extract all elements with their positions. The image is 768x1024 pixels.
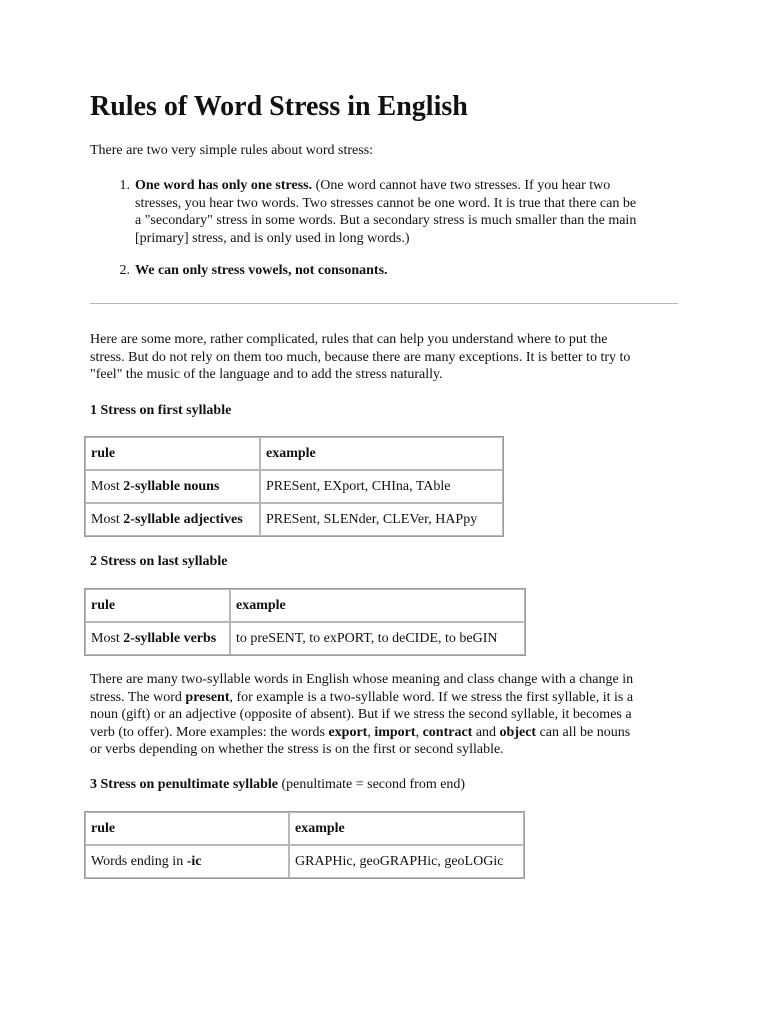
rule-explanation-line: stresses, you hear two words. Two stresses cannot be one word. It is true that there can be [135, 195, 637, 211]
paragraph-text: , [415, 724, 423, 740]
table-row [85, 845, 524, 878]
example-cell: PRESent, EXport, CHIna, TAble [260, 470, 503, 503]
paragraph-line: or verbs depending on whether the stress is on the first or second syllable. [90, 742, 504, 757]
paragraph-text: verb (to offer). More examples: the words [90, 724, 329, 740]
rule-cell-bold: 2-syllable adjectives [123, 511, 243, 527]
stress-last-syllable-table [84, 588, 526, 656]
intro-paragraph: There are two very simple rules about word stress: [90, 143, 374, 158]
column-header-rule: rule [85, 589, 230, 622]
rule-cell [85, 622, 230, 655]
paragraph-line: Here are some more, rather complicated, rules that can help you understand where to put the [90, 332, 608, 347]
two-syllable-paragraph [90, 671, 633, 759]
rule-cell [85, 470, 260, 503]
paragraph-text: and [472, 724, 500, 740]
paragraph-text: , for example is a two-syllable word. If we stress the first syllable, it is a [229, 689, 634, 705]
list-number: 2. [119, 263, 130, 278]
stress-penultimate-syllable-table [84, 811, 525, 879]
page-title: Rules of Word Stress in English [90, 91, 468, 122]
list-number: 1. [119, 178, 130, 193]
column-header-example: example [260, 437, 503, 470]
horizontal-divider [90, 303, 678, 304]
paragraph-text: , [367, 724, 375, 740]
section-heading-text: 3 Stress on penultimate syllable [90, 777, 278, 792]
paragraph-line: stress. But do not rely on them too much, because there are many exceptions. It is better to try to [90, 349, 631, 365]
rule-statement: One word has only one stress. [135, 178, 313, 193]
rule-cell-text: Words ending in [91, 853, 187, 869]
rule-statement: We can only stress vowels, not consonants. [135, 263, 388, 278]
section-heading-text: 2 Stress on last syllable [90, 554, 228, 569]
column-header-example: example [289, 812, 524, 845]
paragraph-line: noun (gift) or an adjective (opposite of absent). But if we stress the second syllable, it becomes a [90, 707, 632, 722]
rule-cell-bold: 2-syllable verbs [123, 630, 217, 646]
list-item-text [135, 177, 680, 247]
table-header-row [85, 589, 525, 622]
rule-cell-text: Most [91, 511, 124, 527]
paragraph-text: can all be nouns [536, 724, 631, 740]
rule-cell [85, 845, 289, 878]
list-item-text [135, 262, 680, 280]
emphasized-word: import [374, 724, 416, 740]
rule-explanation-line: a "secondary" stress in some words. But a secondary stress is much smaller than the main [135, 213, 637, 228]
table-row [85, 470, 503, 503]
paragraph-text: stress. The word [90, 689, 186, 705]
paragraph-line: "feel" the music of the language and to add the stress naturally. [90, 367, 443, 382]
emphasized-word: contract [422, 724, 473, 740]
column-header-example: example [230, 589, 525, 622]
example-cell: to preSENT, to exPORT, to deCIDE, to beGIN [230, 622, 525, 655]
rule-cell [85, 503, 260, 536]
section-heading-3 [90, 776, 465, 794]
emphasized-word: object [499, 724, 537, 740]
section-heading-2 [90, 553, 227, 571]
example-cell: PRESent, SLENder, CLEVer, HAPpy [260, 503, 503, 536]
rule-cell-text: Most [91, 478, 124, 494]
table-header-row [85, 437, 503, 470]
rule-cell-bold: -ic [186, 853, 202, 869]
stress-first-syllable-table [84, 436, 504, 537]
example-cell: GRAPHic, geoGRAPHic, geoLOGic [289, 845, 524, 878]
section-heading-1 [90, 402, 231, 420]
paragraph-line: There are many two-syllable words in English whose meaning and class change with a change in [90, 672, 634, 687]
column-header-rule: rule [85, 437, 260, 470]
table-row [85, 622, 525, 655]
rule-cell-bold: 2-syllable nouns [123, 478, 220, 494]
section-heading-text: 1 Stress on first syllable [90, 403, 232, 418]
rule-cell-text: Most [91, 630, 124, 646]
table-row [85, 503, 503, 536]
emphasized-word: export [328, 724, 368, 740]
column-header-rule: rule [85, 812, 289, 845]
rule-explanation-line: (One word cannot have two stresses. If you hear two [312, 178, 611, 193]
emphasized-word: present [185, 689, 230, 705]
table-header-row [85, 812, 524, 845]
complicated-intro-paragraph [90, 331, 630, 384]
section-heading-note: (penultimate = second from end) [277, 777, 466, 792]
rule-explanation-line: [primary] stress, and is only used in long words.) [135, 230, 410, 246]
